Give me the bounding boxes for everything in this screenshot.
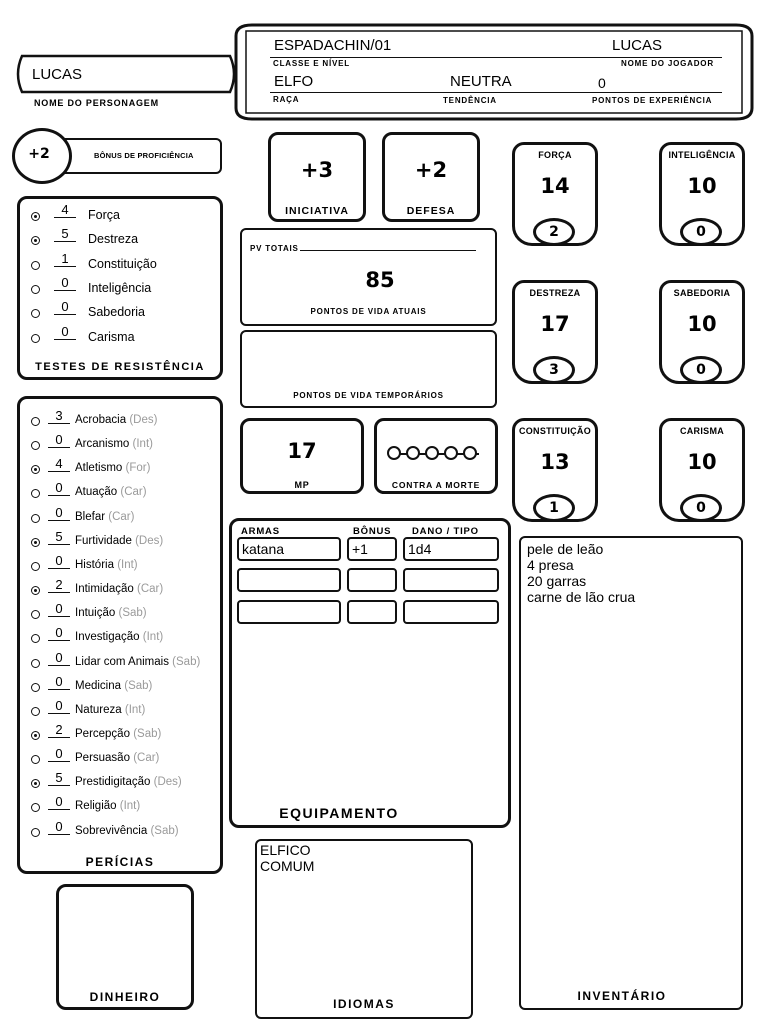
money-title: DINHEIRO — [89, 990, 161, 1004]
ability-strength — [512, 142, 598, 254]
skill-attribute: (Sab) — [133, 728, 162, 740]
equipment-panel — [229, 518, 511, 828]
death-save-pip-3[interactable] — [425, 446, 439, 460]
death-save-pip-5[interactable] — [463, 446, 477, 460]
initiative-value[interactable]: +3 — [300, 158, 334, 182]
xp-label: PONTOS DE EXPERIÊNCIA — [592, 96, 713, 105]
skill-value[interactable]: 0 — [48, 650, 70, 666]
skill-value[interactable]: 0 — [48, 601, 70, 617]
skill-proficiency-marker[interactable] — [31, 489, 40, 498]
inventory-item[interactable]: pele de leão — [527, 541, 604, 557]
alignment-value[interactable]: NEUTRA — [450, 73, 512, 90]
skill-attribute: (Sab) — [172, 656, 201, 668]
weapon-name-3[interactable] — [237, 600, 341, 624]
header-line-1 — [270, 57, 722, 58]
skill-label — [75, 438, 153, 450]
ability-constitution — [512, 418, 598, 530]
character-name-value[interactable]: LUCAS — [32, 66, 83, 83]
race-label: RAÇA — [273, 95, 300, 104]
save-label: Constituição — [88, 257, 157, 271]
skill-name: Investigação — [75, 631, 140, 643]
skill-value[interactable]: 0 — [48, 819, 70, 835]
hp-temp-label: PONTOS DE VIDA TEMPORÁRIOS — [293, 391, 444, 400]
skill-label — [75, 800, 140, 812]
skill-name: Arcanismo — [75, 438, 130, 450]
save-proficiency-marker[interactable] — [31, 309, 40, 318]
inventory-panel — [519, 536, 743, 1010]
ability-constitution-score[interactable]: 13 — [540, 450, 570, 474]
save-label: Sabedoria — [88, 305, 145, 319]
skill-value[interactable]: 0 — [48, 698, 70, 714]
save-label: Carisma — [88, 330, 135, 344]
skill-value[interactable]: 3 — [48, 408, 70, 424]
ability-strength-name: FORÇA — [538, 150, 572, 160]
skill-name: Blefar — [75, 511, 106, 523]
skill-value[interactable]: 0 — [48, 480, 70, 496]
hp-current-value[interactable]: 85 — [365, 268, 395, 292]
skill-label — [75, 825, 179, 837]
class-level-label: CLASSE E NÍVEL — [273, 59, 350, 68]
skill-name: Religião — [75, 800, 117, 812]
skill-proficiency-marker[interactable] — [31, 731, 40, 740]
ability-intelligence-name: INTELIGÊNCIA — [668, 150, 736, 160]
save-label: Destreza — [88, 232, 139, 246]
bonus-column-header: BÔNUS — [353, 526, 392, 537]
weapon-bonus-3[interactable] — [347, 600, 397, 624]
skill-attribute: (Int) — [124, 704, 146, 716]
language-item[interactable]: COMUM — [260, 858, 315, 874]
ability-dexterity-name: DESTREZA — [529, 288, 581, 298]
mp-value[interactable]: 17 — [287, 439, 317, 463]
ability-intelligence — [659, 142, 745, 254]
skill-proficiency-marker[interactable] — [31, 683, 40, 692]
skill-proficiency-marker[interactable] — [31, 441, 40, 450]
save-value[interactable]: 0 — [54, 275, 76, 291]
skill-proficiency-marker[interactable] — [31, 465, 40, 474]
skill-name: Sobrevivência — [75, 825, 148, 837]
hp-total-label: PV TOTAIS — [250, 244, 299, 253]
skill-label — [75, 414, 157, 426]
proficiency-label: BÔNUS DE PROFICIÊNCIA — [94, 151, 194, 160]
ability-intelligence-mod[interactable]: 0 — [680, 218, 722, 246]
skill-proficiency-marker[interactable] — [31, 562, 40, 571]
alignment-label: TENDÊNCIA — [443, 96, 497, 105]
ability-wisdom-score[interactable]: 10 — [687, 312, 717, 336]
skill-proficiency-marker[interactable] — [31, 659, 40, 668]
skill-value[interactable]: 5 — [48, 529, 70, 545]
skill-label — [75, 511, 134, 523]
weapon-name-1[interactable]: katana — [237, 537, 341, 561]
skill-name: Persuasão — [75, 752, 130, 764]
death-save-pip-1[interactable] — [387, 446, 401, 460]
weapon-name-2[interactable] — [237, 568, 341, 592]
skill-proficiency-marker[interactable] — [31, 586, 40, 595]
ability-charisma — [659, 418, 745, 530]
skill-value[interactable]: 0 — [48, 625, 70, 641]
skill-value[interactable]: 4 — [48, 456, 70, 472]
save-proficiency-marker[interactable] — [31, 285, 40, 294]
hp-current-label: PONTOS DE VIDA ATUAIS — [310, 307, 427, 316]
skill-label — [75, 631, 163, 643]
skill-label — [75, 486, 147, 498]
skill-attribute: (Car) — [133, 752, 160, 764]
skill-proficiency-marker[interactable] — [31, 828, 40, 837]
skill-proficiency-marker[interactable] — [31, 538, 40, 547]
save-value[interactable]: 4 — [54, 202, 76, 218]
proficiency-value[interactable]: +2 — [28, 146, 50, 162]
skill-label — [75, 462, 150, 474]
languages-title: IDIOMAS — [333, 997, 395, 1011]
damage-column-header: DANO / TIPO — [412, 526, 479, 537]
skill-proficiency-marker[interactable] — [31, 417, 40, 426]
skill-attribute: (Sab) — [124, 680, 153, 692]
skill-name: Atuação — [75, 486, 118, 498]
ability-wisdom-name: SABEDORIA — [673, 288, 731, 298]
class-level-value[interactable]: ESPADACHIN/01 — [274, 37, 392, 54]
skill-value[interactable]: 0 — [48, 505, 70, 521]
skill-proficiency-marker[interactable] — [31, 514, 40, 523]
ability-wisdom-mod[interactable]: 0 — [680, 356, 722, 384]
weapon-damage-3[interactable] — [403, 600, 499, 624]
skill-name: Percepção — [75, 728, 130, 740]
inventory-item[interactable]: carne de lão crua — [527, 589, 636, 605]
ability-wisdom — [659, 280, 745, 392]
inventory-item[interactable]: 20 garras — [527, 573, 587, 589]
skill-attribute: (Car) — [120, 486, 147, 498]
ability-intelligence-score[interactable]: 10 — [687, 174, 717, 198]
skill-attribute: (Car) — [108, 511, 135, 523]
ability-charisma-score[interactable]: 10 — [687, 450, 717, 474]
skill-attribute: (Sab) — [150, 825, 179, 837]
skill-value[interactable]: 2 — [48, 577, 70, 593]
skill-proficiency-marker[interactable] — [31, 610, 40, 619]
skill-label — [75, 680, 152, 692]
skill-attribute: (Des) — [129, 414, 158, 426]
ability-charisma-name: CARISMA — [679, 426, 725, 436]
weapon-bonus-2[interactable] — [347, 568, 397, 592]
skill-label — [75, 607, 147, 619]
skill-attribute: (Des) — [135, 535, 164, 547]
save-value[interactable]: 5 — [54, 226, 76, 242]
save-value[interactable]: 0 — [54, 299, 76, 315]
skill-name: História — [75, 559, 114, 571]
skill-value[interactable]: 2 — [48, 722, 70, 738]
initiative-label: INICIATIVA — [285, 205, 349, 217]
skill-name: Natureza — [75, 704, 122, 716]
skill-attribute: (Des) — [153, 776, 182, 788]
save-proficiency-marker[interactable] — [31, 236, 40, 245]
ability-constitution-mod[interactable]: 1 — [533, 494, 575, 522]
xp-value[interactable]: 0 — [598, 75, 606, 91]
language-item[interactable]: ELFICO — [260, 842, 311, 858]
skill-label — [75, 752, 159, 764]
skill-proficiency-marker[interactable] — [31, 707, 40, 716]
skill-value[interactable]: 0 — [48, 553, 70, 569]
death-saves-label: CONTRA A MORTE — [391, 480, 481, 490]
skill-attribute: (Int) — [132, 438, 153, 450]
weapons-column-header: ARMAS — [241, 526, 280, 537]
skill-name: Atletismo — [75, 462, 123, 474]
skill-value[interactable]: 0 — [48, 746, 70, 762]
skill-attribute: (Int) — [142, 631, 164, 643]
skill-name: Acrobacia — [75, 414, 127, 426]
ability-dexterity-mod[interactable]: 3 — [533, 356, 575, 384]
weapon-damage-2[interactable] — [403, 568, 499, 592]
skill-value[interactable]: 0 — [48, 432, 70, 448]
skill-name: Medicina — [75, 680, 122, 692]
ability-constitution-name: CONSTITUIÇÃO — [518, 426, 592, 436]
hp-total-line[interactable] — [300, 250, 476, 251]
ability-dexterity — [512, 280, 598, 392]
death-save-pip-2[interactable] — [406, 446, 420, 460]
mp-label: MP — [294, 480, 310, 490]
skill-label — [75, 704, 145, 716]
skill-label — [75, 776, 182, 788]
race-value[interactable]: ELFO — [274, 73, 314, 90]
ability-strength-score[interactable]: 14 — [540, 174, 570, 198]
skill-value[interactable]: 0 — [48, 794, 70, 810]
skill-proficiency-marker[interactable] — [31, 634, 40, 643]
player-name-label: NOME DO JOGADOR — [621, 59, 714, 68]
skill-proficiency-marker[interactable] — [31, 779, 40, 788]
skill-label — [75, 656, 200, 668]
ability-strength-mod[interactable]: 2 — [533, 218, 575, 246]
skill-label — [75, 559, 138, 571]
skill-proficiency-marker[interactable] — [31, 803, 40, 812]
saving-throws-title: TESTES DE RESISTÊNCIA — [35, 361, 205, 373]
save-label: Inteligência — [88, 281, 152, 295]
skill-label — [75, 583, 163, 595]
death-save-pip-4[interactable] — [444, 446, 458, 460]
skill-label — [75, 535, 163, 547]
save-value[interactable]: 0 — [54, 324, 76, 340]
character-name-label: NOME DO PERSONAGEM — [34, 98, 159, 108]
defense-value[interactable]: +2 — [414, 158, 448, 182]
skill-value[interactable]: 5 — [48, 770, 70, 786]
skill-label — [75, 728, 161, 740]
weapon-bonus-1[interactable]: +1 — [347, 537, 397, 561]
skill-attribute: (For) — [125, 462, 151, 474]
skill-name: Furtividade — [75, 535, 132, 547]
skills-title: PERÍCIAS — [85, 855, 155, 869]
weapon-damage-1[interactable]: 1d4 — [403, 537, 499, 561]
skill-attribute: (Int) — [119, 800, 141, 812]
skill-name: Prestidigitação — [75, 776, 151, 788]
save-label: Força — [88, 208, 120, 222]
save-proficiency-marker[interactable] — [31, 334, 40, 343]
ability-dexterity-score[interactable]: 17 — [540, 312, 570, 336]
defense-label: DEFESA — [406, 205, 456, 217]
player-name-value[interactable]: LUCAS — [612, 37, 663, 54]
skill-value[interactable]: 0 — [48, 674, 70, 690]
skill-name: Intuição — [75, 607, 116, 619]
save-proficiency-marker[interactable] — [31, 261, 40, 270]
inventory-title: INVENTÁRIO — [577, 989, 667, 1003]
header-line-2 — [270, 92, 722, 93]
save-value[interactable]: 1 — [54, 251, 76, 267]
skill-attribute: (Car) — [137, 583, 164, 595]
equipment-title: EQUIPAMENTO — [279, 805, 399, 821]
skill-proficiency-marker[interactable] — [31, 755, 40, 764]
save-proficiency-marker[interactable] — [31, 212, 40, 221]
skill-name: Intimidação — [75, 583, 134, 595]
skill-name: Lidar com Animais — [75, 656, 169, 668]
skill-attribute: (Int) — [117, 559, 138, 571]
ability-charisma-mod[interactable]: 0 — [680, 494, 722, 522]
inventory-item[interactable]: 4 presa — [527, 557, 574, 573]
skill-attribute: (Sab) — [118, 607, 147, 619]
